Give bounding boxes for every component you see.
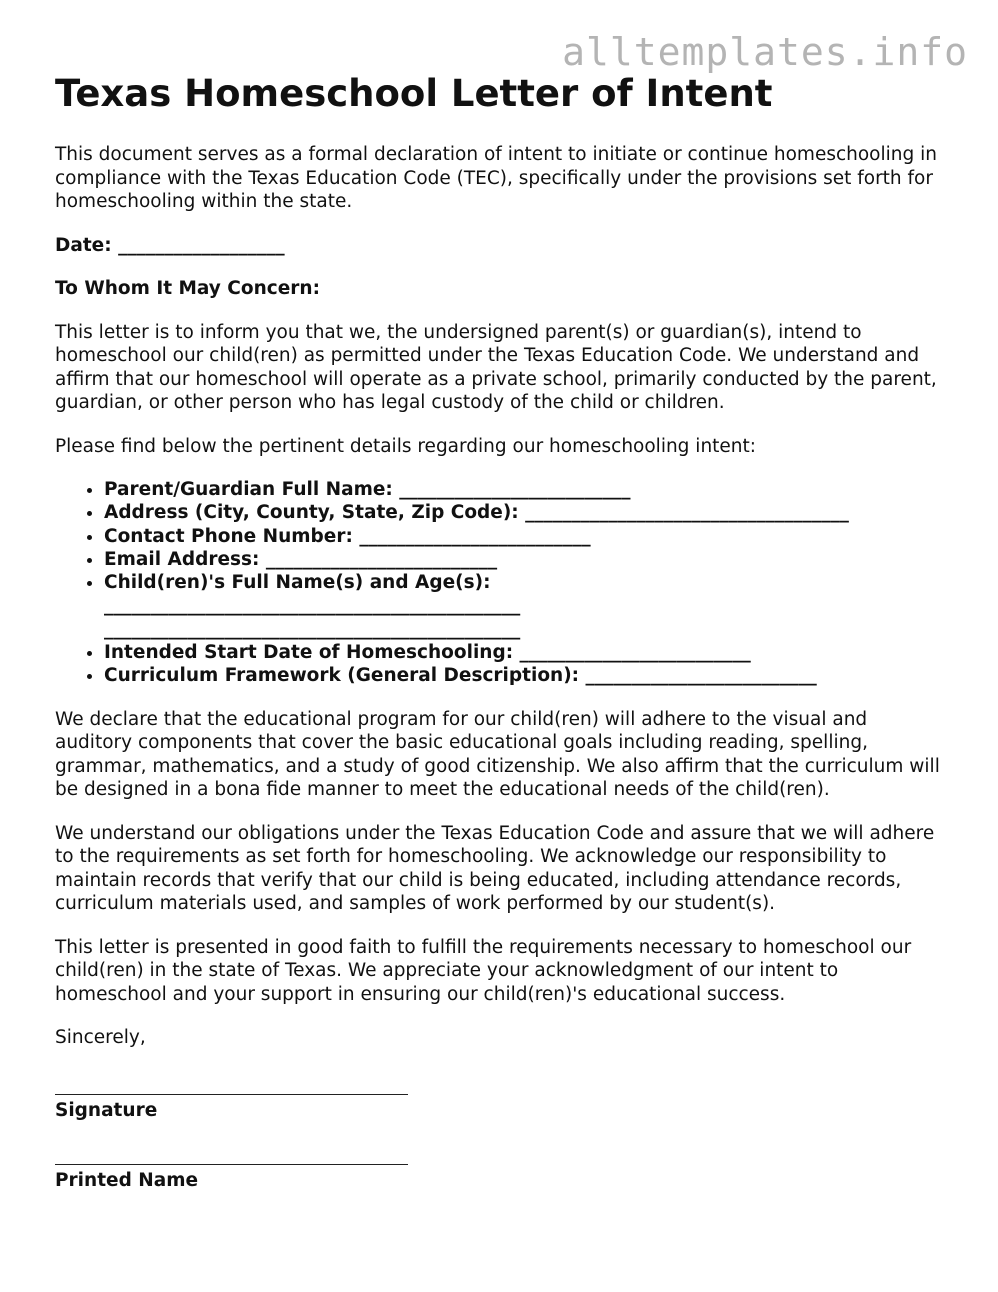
declare-paragraph: We declare that the educational program for our child(ren) will adhere to the visual and auditory components that cover the basic educational goals including reading, spelling, grammar, mathematics, and a study of good citizenship. We also affirm that the curriculum will be designed in a bona fide manner to meet the educational needs of the child(ren). bbox=[55, 708, 940, 801]
good-faith-paragraph: This letter is presented in good faith to fulfill the requirements necessary to homeschool our child(ren) in the state of Texas. We appreciate your acknowledgment of our intent to homeschool and your support in ensuring our child(ren)'s educational success. bbox=[55, 936, 912, 1005]
detail-children: • Child(ren)'s Full Name(s) and Age(s): _____________________________________________ _____________________________________________ bbox=[104, 571, 945, 641]
detail-email: • Email Address: _________________________ bbox=[104, 548, 945, 571]
inform-paragraph: This letter is to inform you that we, the undersigned parent(s) or guardian(s), intend to homeschool our child(ren) as permitted under the Texas Education Code. We understand and affirm that our homeschool will operate as a private school, primarily conducted by the parent, guardian, or other person who has legal custody of the child or children. bbox=[55, 321, 937, 413]
obligations-paragraph: We understand our obligations under the Texas Education Code and assure that we will adhere to the requirements as set forth for homeschooling. We acknowledge our responsibility to maintain records that verify that our child is being educated, including attendance records, curriculum materials used, and samples of work performed by our student(s). bbox=[55, 822, 935, 915]
detail-phone: • Contact Phone Number: _________________________ bbox=[104, 525, 945, 548]
document-page bbox=[55, 70, 945, 1193]
greeting: To Whom It May Concern: bbox=[55, 278, 320, 299]
detail-curriculum: • Curriculum Framework (General Description): _________________________ bbox=[104, 664, 945, 687]
watermark: alltemplates.info bbox=[562, 30, 968, 74]
detail-start-date: • Intended Start Date of Homeschooling: _________________________ bbox=[104, 641, 945, 664]
signature-line bbox=[55, 1094, 408, 1095]
date-field: Date: __________________ bbox=[55, 234, 285, 256]
intro-paragraph: This document serves as a formal declaration of intent to initiate or continue homeschooling in compliance with the Texas Education Code (TEC), specifically under the provisions set forth for homeschooling within the state. bbox=[55, 144, 937, 212]
closing: Sincerely, bbox=[55, 1027, 146, 1049]
detail-address: • Address (City, County, State, Zip Code): ___________________________________ bbox=[104, 501, 945, 524]
printed-name-line bbox=[55, 1164, 408, 1165]
detail-parent-name: • Parent/Guardian Full Name: _________________________ bbox=[104, 478, 945, 501]
printed-name-label: Printed Name bbox=[55, 1170, 199, 1192]
signature-label: Signature bbox=[55, 1099, 158, 1121]
details-intro: Please find below the pertinent details regarding our homeschooling intent: bbox=[55, 435, 757, 457]
document-title: Texas Homeschool Letter of Intent bbox=[55, 72, 773, 115]
details-list bbox=[55, 478, 945, 688]
